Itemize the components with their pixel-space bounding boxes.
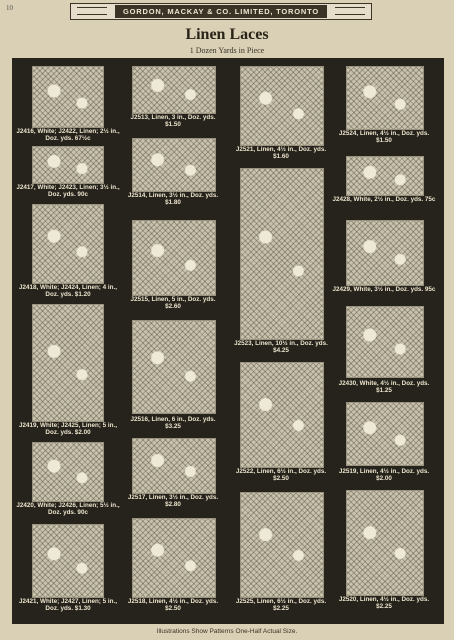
banner-ornament-left [77, 7, 107, 15]
item-caption: J2421, White; J2427, Linen; 5 in., Doz. yds. $1.30 [19, 598, 117, 612]
page-subtitle: 1 Dozen Yards in Piece [189, 46, 265, 55]
item-caption: J2420, White; J2426, Linen; 5½ in., Doz. yds. 90c [16, 502, 120, 516]
item-caption: J2419, White; J2425, Linen; 5 in., Doz. yds. $2.00 [19, 422, 117, 436]
lace-swatch [346, 156, 424, 196]
page-number: 10 [6, 4, 13, 12]
lace-swatch [132, 220, 216, 296]
item-caption: J2514, Linen, 3½ in., Doz. yds. $1.80 [127, 192, 219, 206]
lace-swatch [132, 66, 216, 114]
item-caption: J2430, White, 4½ in., Doz. yds. $1.25 [338, 380, 430, 394]
lace-swatch [240, 66, 324, 146]
item-caption: J2518, Linen, 4½ in., Doz. yds. $2.50 [127, 598, 219, 612]
lace-swatch [240, 492, 324, 598]
lace-swatch [132, 138, 216, 192]
lace-swatch [346, 66, 424, 130]
lace-swatch [32, 524, 104, 598]
item-caption: J2513, Linen, 3 in., Doz. yds. $1.50 [130, 114, 216, 128]
item-caption: J2416, White; J2422, Linen; 2½ in., Doz. yds. 67½c [16, 128, 120, 142]
lace-swatch [32, 66, 104, 128]
page-title: Linen Laces [185, 26, 269, 43]
lace-swatch [132, 438, 216, 494]
item-caption: J2522, Linen, 6½ in., Doz. yds. $2.50 [235, 468, 327, 482]
lace-swatch [32, 204, 104, 284]
lace-swatch [346, 306, 424, 378]
item-caption: J2521, Linen, 4½ in., Doz. yds. $1.60 [235, 146, 327, 160]
banner-ornament-right [335, 7, 365, 15]
lace-swatch [132, 320, 216, 414]
company-banner [70, 3, 372, 20]
item-caption: J2519, Linen, 4½ in., Doz. yds. $2.00 [338, 468, 430, 482]
lace-swatch [32, 146, 104, 184]
page-footer-note: Illustrations Show Patterns One-Half Actual Size. [156, 628, 298, 635]
item-caption: J2418, White; J2424, Linen; 4 in., Doz. yds. $1.20 [19, 284, 117, 298]
lace-swatch [346, 402, 424, 466]
item-caption: J2516, Linen, 6 in., Doz. yds. $3.25 [130, 416, 216, 430]
item-caption: J2523, Linen, 10½ in., Doz. yds. $4.25 [234, 340, 328, 354]
lace-swatch [132, 518, 216, 598]
lace-swatch [346, 220, 424, 286]
lace-swatch [240, 168, 324, 340]
item-caption: J2520, Linen, 4½ in., Doz. yds. $2.25 [338, 596, 430, 610]
lace-swatch [346, 490, 424, 596]
lace-sample-board [12, 58, 444, 624]
lace-swatch [32, 442, 104, 502]
lace-swatch [32, 304, 104, 422]
item-caption: J2524, Linen, 4½ in., Doz. yds. $1.50 [338, 130, 430, 144]
item-caption: J2525, Linen, 6½ in., Doz. yds. $2.25 [235, 598, 327, 612]
company-name: GORDON, MACKAY & CO. LIMITED, TORONTO [115, 5, 327, 18]
lace-swatch [240, 362, 324, 468]
item-caption: J2515, Linen, 5 in., Doz. yds. $2.60 [130, 296, 216, 310]
item-caption: J2517, Linen, 3½ in., Doz. yds. $2.80 [127, 494, 219, 508]
item-caption: J2428, White, 2½ in., Doz. yds. 75c [332, 196, 436, 203]
item-caption: J2429, White, 3½ in., Doz. yds. 95c [332, 286, 436, 293]
item-caption: J2417, White; J2423, Linen; 3½ in., Doz. yds. 90c [16, 184, 120, 198]
